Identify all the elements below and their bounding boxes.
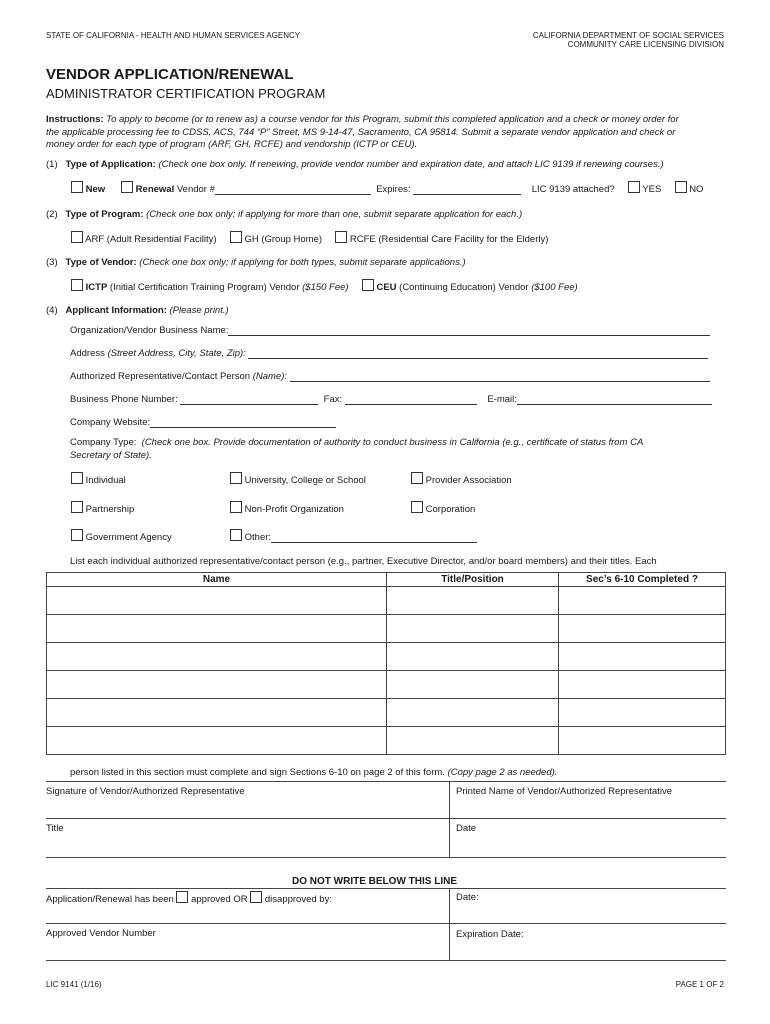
section-4-number: (4) [46, 305, 58, 316]
company-type-provider [411, 472, 512, 486]
auth-rep-label: Authorized Representative/Contact Person [70, 371, 251, 382]
application-type-row [71, 181, 703, 195]
after-table-text: person listed in this section must complete and sign Sections 6-10 on page 2 of this form. [70, 767, 445, 778]
after-table-hint: (Copy page 2 as needed). [447, 767, 558, 778]
department-header [533, 31, 724, 49]
date-label: Date [456, 823, 477, 834]
email-field[interactable] [517, 394, 712, 405]
phone-field[interactable] [180, 394, 318, 405]
renewal-label: Renewal [135, 184, 175, 195]
company-type-corporation [411, 501, 475, 515]
company-type-other [230, 529, 477, 543]
signature-top-rule [46, 781, 726, 782]
corporation-label: Corporation [425, 504, 476, 515]
completed-cell[interactable] [559, 587, 726, 615]
company-type-university [230, 472, 366, 486]
company-type-nonprofit [230, 501, 344, 515]
section-4-heading [46, 305, 229, 316]
phone-label: Business Phone Number: [70, 394, 178, 405]
section-2-number: (2) [46, 209, 58, 220]
vendor-number-field[interactable] [215, 184, 371, 195]
title-cell[interactable] [387, 671, 559, 699]
name-cell[interactable] [47, 587, 387, 615]
signature-field[interactable] [46, 798, 446, 816]
website-label: Company Website: [70, 417, 151, 428]
address-label: Address [70, 348, 105, 359]
arf-label: ARF (Adult Residential Facility) [85, 234, 217, 245]
office-use-heading: DO NOT WRITE BELOW THIS LINE [292, 876, 457, 887]
name-cell[interactable] [47, 671, 387, 699]
approval-status-label: Application/Renewal has been [46, 894, 174, 905]
company-type-line-1 [70, 437, 643, 450]
table-row [47, 699, 726, 727]
vendor-number-label: Vendor # [176, 184, 215, 195]
provider-checkbox[interactable] [411, 472, 423, 484]
provider-label: Provider Association [425, 475, 512, 486]
table-header-row [47, 573, 726, 587]
office-date-label: Date: [456, 892, 479, 903]
nonprofit-label: Non-Profit Organization [244, 504, 344, 515]
contact-row [70, 394, 712, 405]
title-label: Title [46, 823, 64, 834]
fax-label: Fax: [323, 394, 343, 405]
disapproved-checkbox[interactable] [250, 891, 262, 903]
ictp-label-bold: ICTP [85, 282, 108, 293]
gh-checkbox[interactable] [230, 231, 242, 243]
signature-label: Signature of Vendor/Authorized Representative [46, 786, 245, 797]
department-line: CALIFORNIA DEPARTMENT OF SOCIAL SERVICES [532, 31, 724, 40]
yes-label: YES [642, 184, 662, 195]
fax-field[interactable] [345, 394, 477, 405]
expires-field[interactable] [413, 184, 521, 195]
instructions-line-1 [46, 114, 736, 127]
new-checkbox[interactable] [71, 181, 83, 193]
individual-label: Individual [85, 475, 126, 486]
title-column-header: Title/Position [387, 573, 559, 587]
division-line: COMMUNITY CARE LICENSING DIVISION [567, 40, 724, 49]
university-checkbox[interactable] [230, 472, 242, 484]
instructions-line-3: money order for each type of program (ARF, GH, RCFE) and vendorship (ICTP or CEU). [46, 139, 418, 150]
name-cell[interactable] [47, 643, 387, 671]
vendor-type-row [71, 279, 578, 293]
office-top-rule [46, 888, 726, 889]
completed-cell[interactable] [559, 727, 726, 755]
partnership-label: Partnership [85, 504, 135, 515]
agency-header: STATE OF CALIFORNIA - HEALTH AND HUMAN SERVICES AGENCY [46, 31, 301, 40]
website-row [70, 417, 336, 428]
table-row [47, 587, 726, 615]
government-label: Government Agency [85, 532, 172, 543]
company-type-hint-2: Secretary of State). [70, 449, 152, 461]
no-checkbox[interactable] [675, 181, 687, 193]
ceu-fee: ($100 Fee) [531, 282, 578, 293]
program-type-row [71, 231, 548, 245]
ceu-label: (Continuing Education) Vendor [399, 282, 529, 293]
signature-middle-rule [46, 818, 726, 819]
individual-checkbox[interactable] [71, 472, 83, 484]
disapproved-label: disapproved by: [264, 894, 332, 905]
company-type-government [71, 529, 172, 543]
company-type-hint: (Check one box. Provide documentation of authority to conduct business in California (e.g., certificate of status from CA [141, 437, 644, 448]
instructions-text-1: To apply to become (or to renew as) a course vendor for this Program, submit this completed application and a check or money order for [106, 114, 679, 125]
corporation-checkbox[interactable] [411, 501, 423, 513]
company-type-individual [71, 472, 126, 486]
company-type-label: Company Type: [70, 437, 137, 448]
lic-attached-label: LIC 9139 attached? [531, 184, 615, 195]
office-middle-rule [46, 923, 726, 924]
form-subtitle: ADMINISTRATOR CERTIFICATION PROGRAM [46, 86, 326, 101]
yes-checkbox[interactable] [628, 181, 640, 193]
instructions [46, 114, 736, 152]
ictp-fee: ($150 Fee) [302, 282, 349, 293]
email-label: E-mail: [487, 394, 517, 405]
vendor-number-office-label: Approved Vendor Number [46, 928, 156, 939]
section-3-number: (3) [46, 257, 58, 268]
title-cell[interactable] [387, 615, 559, 643]
address-field[interactable] [248, 348, 708, 359]
gh-label: GH (Group Home) [244, 234, 323, 245]
completed-cell[interactable] [559, 699, 726, 727]
section-2-hint: (Check one box only; if applying for more than one, submit separate application for each.) [146, 209, 523, 220]
arf-checkbox[interactable] [71, 231, 83, 243]
after-table-note [70, 767, 557, 778]
address-hint: (Street Address, City, State, Zip): [107, 348, 246, 359]
org-name-row [70, 325, 710, 336]
form-number: LIC 9141 (1/16) [46, 980, 102, 989]
name-column-header: Name [47, 573, 387, 587]
new-label: New [85, 184, 106, 195]
section-1-number: (1) [46, 159, 58, 170]
name-cell[interactable] [47, 727, 387, 755]
signature-bottom-rule [46, 857, 726, 858]
date-field[interactable] [453, 835, 723, 853]
signature-divider [449, 781, 450, 857]
ceu-label-bold: CEU [376, 282, 397, 293]
rcfe-checkbox[interactable] [335, 231, 347, 243]
other-label: Other: [244, 532, 272, 543]
section-3-label: Type of Vendor: [65, 257, 137, 268]
approval-status-row [46, 891, 332, 905]
page-number: PAGE 1 OF 2 [675, 980, 724, 989]
title-cell[interactable] [387, 643, 559, 671]
section-1-heading [46, 159, 664, 170]
section-1-label: Type of Application: [65, 159, 156, 170]
name-cell[interactable] [47, 615, 387, 643]
org-name-field[interactable] [228, 325, 710, 336]
table-row [47, 727, 726, 755]
auth-rep-row [70, 371, 710, 382]
table-row [47, 671, 726, 699]
section-2-label: Type of Program: [65, 209, 144, 220]
section-3-hint: (Check one box only; if applying for both types, submit separate applications.) [139, 257, 466, 268]
partnership-checkbox[interactable] [71, 501, 83, 513]
approved-checkbox[interactable] [176, 891, 188, 903]
org-name-label: Organization/Vendor Business Name: [70, 325, 229, 336]
representatives-table [46, 572, 726, 755]
table-row [47, 643, 726, 671]
completed-cell[interactable] [559, 671, 726, 699]
no-label: NO [689, 184, 704, 195]
section-1-hint: (Check one box only. If renewing, provide vendor number and expiration date, and attach LIC 9139 if renewing courses.) [158, 159, 664, 170]
nonprofit-checkbox[interactable] [230, 501, 242, 513]
address-row [70, 348, 708, 359]
table-row [47, 615, 726, 643]
expires-label: Expires: [376, 184, 411, 195]
section-4-hint: (Please print.) [169, 305, 229, 316]
title-cell[interactable] [387, 699, 559, 727]
expiration-date-label: Expiration Date: [456, 929, 524, 940]
auth-rep-hint: (Name): [252, 371, 288, 382]
completed-cell[interactable] [559, 615, 726, 643]
company-type-heading [70, 437, 643, 462]
renewal-checkbox[interactable] [121, 181, 133, 193]
printed-name-label: Printed Name of Vendor/Authorized Representative [456, 786, 672, 797]
company-type-partnership [71, 501, 134, 515]
section-3-heading [46, 257, 466, 268]
other-checkbox[interactable] [230, 529, 242, 541]
other-field[interactable] [271, 532, 477, 543]
title-cell[interactable] [387, 727, 559, 755]
title-cell[interactable] [387, 587, 559, 615]
list-instructions: List each individual authorized representative/contact person (e.g., partner, Executive Director, and/or board members) and their titles. Each [70, 556, 657, 567]
ceu-checkbox[interactable] [362, 279, 374, 291]
completed-cell[interactable] [559, 643, 726, 671]
ictp-label: (Initial Certification Training Program) Vendor [109, 282, 300, 293]
form-title: VENDOR APPLICATION/RENEWAL [46, 66, 294, 83]
website-field[interactable] [150, 417, 336, 428]
title-field[interactable] [46, 835, 446, 853]
instructions-label: Instructions: [46, 114, 104, 125]
name-cell[interactable] [47, 699, 387, 727]
completed-column-header: Sec’s 6-10 Completed ? [559, 573, 726, 587]
section-4-label: Applicant Information: [65, 305, 167, 316]
office-bottom-rule [46, 960, 726, 961]
auth-rep-field[interactable] [290, 371, 710, 382]
office-divider [449, 888, 450, 960]
approved-label: approved OR [191, 894, 248, 905]
rcfe-label: RCFE (Residential Care Facility for the Elderly) [349, 234, 549, 245]
university-label: University, College or School [244, 475, 366, 486]
printed-name-field[interactable] [453, 798, 723, 816]
government-checkbox[interactable] [71, 529, 83, 541]
instructions-line-2: the applicable processing fee to CDSS, ACS, 744 “P” Street, MS 9-14-47, Sacramento, CA 95814. Submit a separate vendor application and check or [46, 126, 676, 138]
section-2-heading [46, 209, 522, 220]
ictp-checkbox[interactable] [71, 279, 83, 291]
